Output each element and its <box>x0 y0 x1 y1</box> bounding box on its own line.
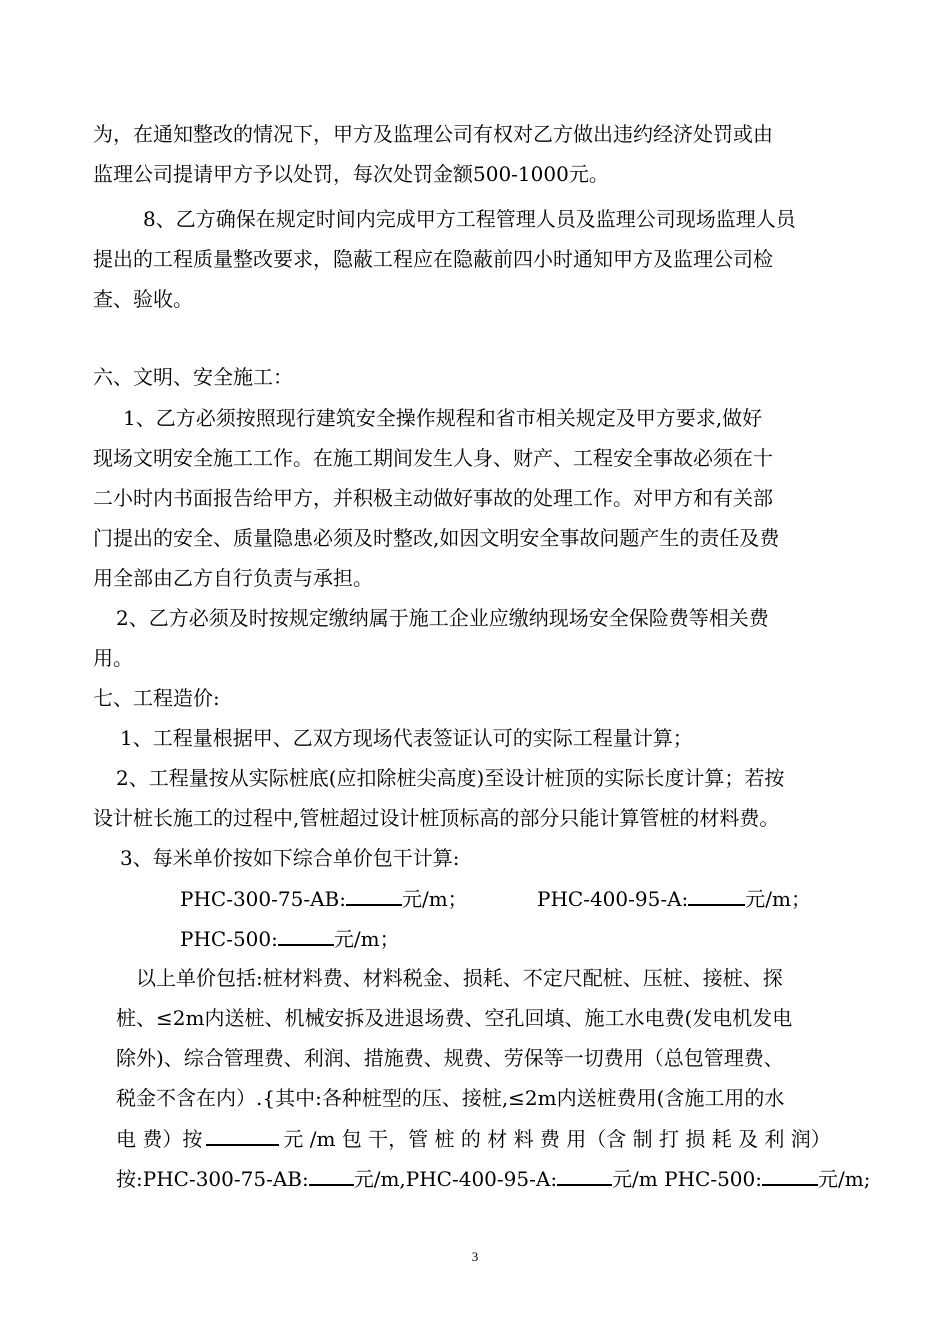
price-unit: 元/m； <box>401 887 468 911</box>
price-blank[interactable] <box>278 926 334 946</box>
section-6-item-2-line: 2、乙方必须及时按规定缴纳属于施工企业应缴纳现场安全保险费等相关费 <box>116 606 769 630</box>
section-6-item-1-line: 用全部由乙方自行负责与承担。 <box>93 566 373 590</box>
price-blank[interactable] <box>688 886 745 906</box>
inclusion-line: 除外)、综合管理费、利润、措施费、规费、劳保等一切费用（总包管理费、 <box>116 1046 784 1070</box>
section-7-item-2-line: 2、工程量按从实际桩底(应扣除桩尖高度)至设计桩顶的实际长度计算；若按 <box>116 766 785 790</box>
inclusion-text: 按:PHC-300-75-AB: <box>116 1167 309 1191</box>
section-6-item-1-line: 现场文明安全施工工作。在施工期间发生人身、财产、工程安全事故必须在十 <box>93 446 773 470</box>
inclusion-line <box>116 1166 870 1191</box>
inclusion-text: 电 费）按 <box>116 1127 203 1151</box>
price-blank[interactable] <box>206 1126 279 1146</box>
price-label: PHC-400-95-A: <box>537 887 689 911</box>
inclusion-text: 元/m; <box>818 1167 871 1191</box>
item-8-line: 查、验收。 <box>93 287 193 311</box>
item-8-line: 8、乙方确保在规定时间内完成甲方工程管理人员及监理公司现场监理人员 <box>143 207 796 231</box>
inclusion-line: 桩、≤2m内送桩、机械安拆及进退场费、空孔回填、施工水电费(发电机发电 <box>116 1006 793 1030</box>
price-blank[interactable] <box>557 1166 612 1186</box>
price-row-c <box>180 926 400 951</box>
section-6-heading: 六、文明、安全施工： <box>93 365 293 389</box>
price-label: PHC-300-75-AB: <box>180 887 346 911</box>
section-7-heading: 七、工程造价: <box>93 686 220 710</box>
inclusion-text: 元/m PHC-500: <box>612 1167 762 1191</box>
inclusion-line: 税金不含在内）.{其中:各种桩型的压、接桩,≤2m内送桩费用(含施工用的水 <box>116 1086 785 1110</box>
price-blank[interactable] <box>309 1166 354 1186</box>
section-6-item-2-line: 用。 <box>93 646 133 670</box>
paragraph-line: 为，在通知整改的情况下，甲方及监理公司有权对乙方做出违约经济处罚或由 <box>93 122 773 146</box>
section-7-item-1: 1、工程量根据甲、乙双方现场代表签证认可的实际工程量计算； <box>120 726 693 750</box>
inclusion-text: 元 /m 包 干，管 桩 的 材 料 费 用（含 制 打 损 耗 及 利 润） <box>283 1127 831 1151</box>
item-8-line: 提出的工程质量整改要求，隐蔽工程应在隐蔽前四小时通知甲方及监理公司检 <box>93 247 773 271</box>
section-6-item-1-line: 门提出的安全、质量隐患必须及时整改,如因文明安全事故问题产生的责任及费 <box>93 526 780 550</box>
page-number: 3 <box>471 1249 479 1264</box>
price-unit: 元/m； <box>745 887 811 911</box>
price-blank[interactable] <box>346 886 402 906</box>
price-row-b <box>537 886 811 911</box>
section-7-item-2-line: 设计桩长施工的过程中,管桩超过设计桩顶标高的部分只能计算管桩的材料费。 <box>93 806 780 830</box>
section-7-item-3-line: 3、每米单价按如下综合单价包干计算: <box>120 846 460 870</box>
inclusion-line: 以上单价包括:桩材料费、材料税金、损耗、不定尺配桩、压桩、接桩、探 <box>136 966 783 990</box>
price-unit: 元/m； <box>333 927 400 951</box>
paragraph-line: 监理公司提请甲方予以处罚，每次处罚金额500-1000元。 <box>93 162 609 186</box>
price-blank[interactable] <box>762 1166 818 1186</box>
inclusion-text: 元/m,PHC-400-95-A: <box>353 1167 558 1191</box>
price-row-a <box>180 886 468 911</box>
price-label: PHC-500: <box>180 927 278 951</box>
inclusion-line <box>116 1126 831 1151</box>
section-6-item-1-line: 二小时内书面报告给甲方，并积极主动做好事故的处理工作。对甲方和有关部 <box>93 486 773 510</box>
section-6-item-1-line: 1、乙方必须按照现行建筑安全操作规程和省市相关规定及甲方要求,做好 <box>123 406 763 430</box>
